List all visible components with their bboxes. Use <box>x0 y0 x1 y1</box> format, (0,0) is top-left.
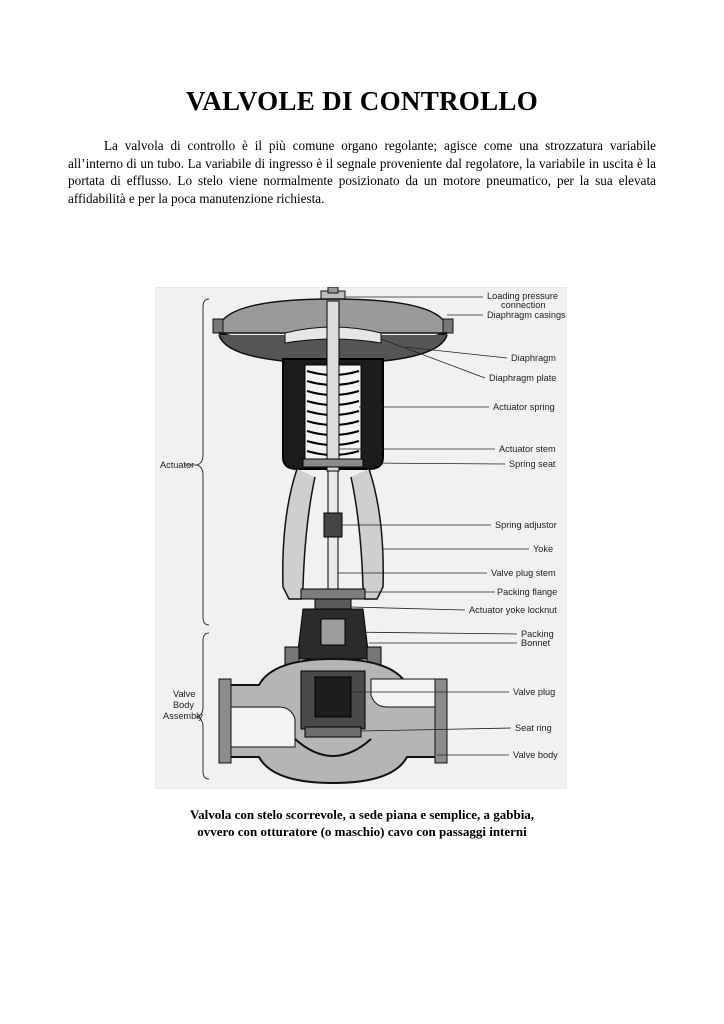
label-actuator: Actuator <box>160 460 195 470</box>
spring-seat <box>303 459 363 467</box>
actuator-stem <box>327 301 339 471</box>
label-valve-body-3: Assembly <box>163 711 203 721</box>
label-diaphragm-plate: Diaphragm plate <box>489 373 557 383</box>
valve-plug <box>315 677 351 717</box>
actuator-yoke-locknut <box>315 599 351 609</box>
valve-diagram <box>155 287 567 789</box>
label-actuator-spring: Actuator spring <box>493 402 555 412</box>
packing-flange <box>301 589 365 599</box>
label-valve-body-2: Body <box>173 700 194 710</box>
seat-ring <box>305 727 361 737</box>
figure-caption <box>0 806 724 840</box>
label-diaphragm: Diaphragm <box>511 353 556 363</box>
label-bonnet: Bonnet <box>521 638 551 648</box>
label-yoke: Yoke <box>533 544 554 554</box>
intro-paragraph: La valvola di controllo è il più comune organo regolante; agisce come una strozzatura variabile all’interno di un tubo. La variabile di ingresso è il segnale proveniente dal regolatore, la variabile in uscita è la portata di efflusso. Lo stelo viene normalmente posizionato da un motore pneumatico, per la sua elevata affidabilità e per la poca manutenzione richiesta. <box>68 138 656 206</box>
label-packing: Packing <box>521 629 554 639</box>
caption-line-2: ovvero con otturatore (o maschio) cavo con passaggi interni <box>197 824 527 839</box>
label-spring-adjustor: Spring adjustor <box>495 520 557 530</box>
label-connection: connection <box>501 300 546 310</box>
label-actuator-yoke-locknut: Actuator yoke locknut <box>469 605 557 615</box>
label-valve-plug-stem: Valve plug stem <box>491 568 556 578</box>
label-diaphragm-casings: Diaphragm casings <box>487 310 566 320</box>
label-valve-plug: Valve plug <box>513 687 556 697</box>
spring-adjustor <box>324 513 342 537</box>
label-actuator-stem: Actuator stem <box>499 444 556 454</box>
label-spring-seat: Spring seat <box>509 459 556 469</box>
caption-line-1: Valvola con stelo scorrevole, a sede piana e semplice, a gabbia, <box>189 807 535 822</box>
label-loading-pressure: Loading pressure <box>487 291 558 301</box>
label-packing-flange: Packing flange <box>497 587 558 597</box>
label-valve-body: Valve body <box>513 750 558 760</box>
label-seat-ring: Seat ring <box>515 723 552 733</box>
packing <box>321 619 345 645</box>
page-title: VALVOLE DI CONTROLLO <box>185 86 539 116</box>
label-valve-body-1: Valve <box>173 689 196 699</box>
